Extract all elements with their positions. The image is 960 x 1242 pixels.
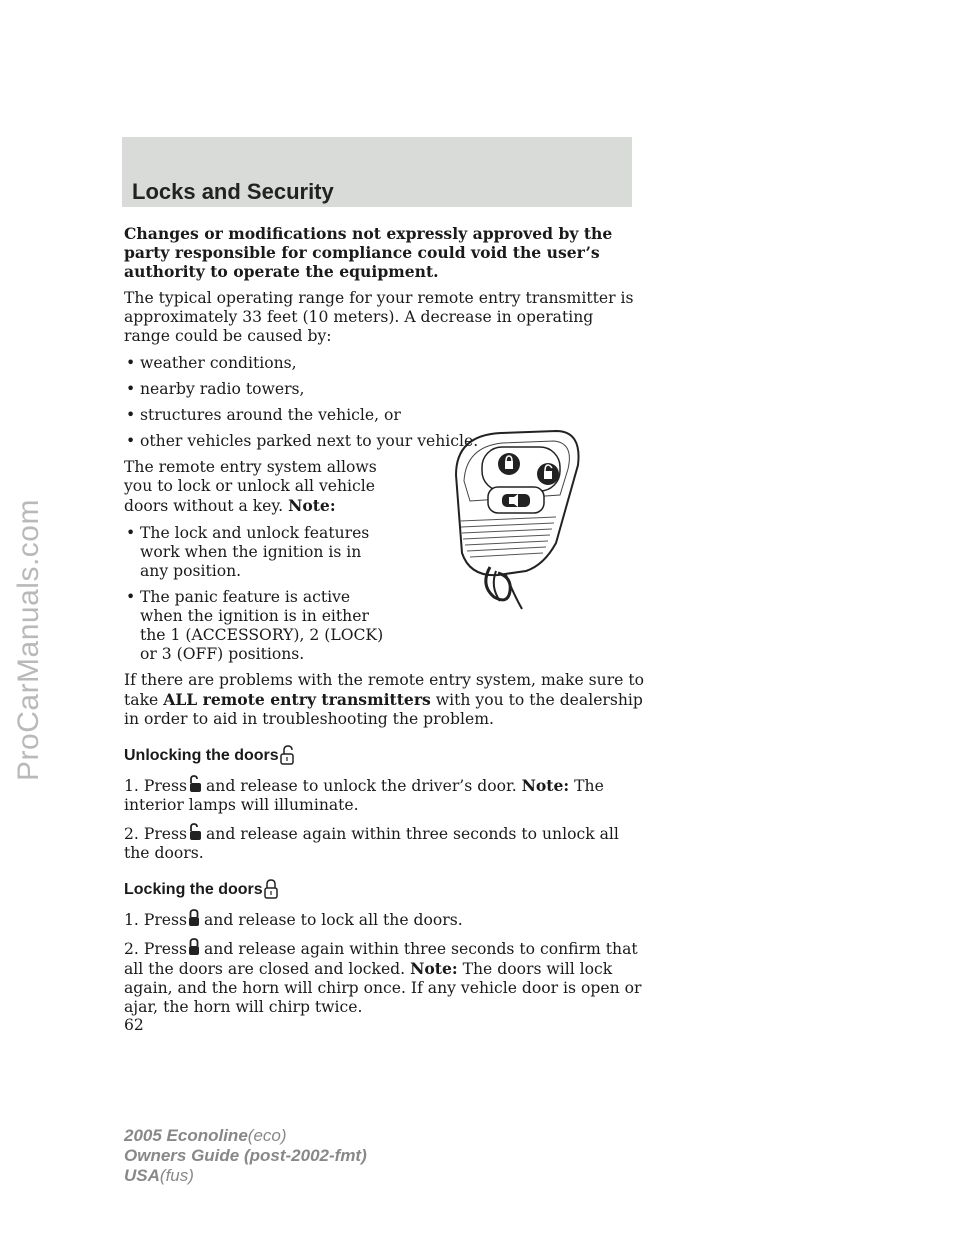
list-item: • The panic feature is active when the ignition is in either the 1 (ACCESSORY), 2 (LOCK) or 3 (OFF) positions. bbox=[124, 588, 394, 664]
locking-step-1: 1. Press and release to lock all the doors. bbox=[124, 911, 463, 929]
range-factors-list bbox=[124, 354, 644, 451]
lock-icon bbox=[188, 909, 200, 927]
system-text: The remote entry system allows you to lock or unlock all vehicle doors without a key. bbox=[124, 458, 377, 515]
watermark bbox=[4, 330, 54, 950]
range-paragraph: The typical operating range for your remote entry transmitter is approximately 33 feet (10 meters). A decrease in operating range could be caused by: bbox=[124, 289, 634, 345]
watermark-text: ProCarManuals.com bbox=[12, 499, 45, 781]
unlock-icon bbox=[188, 823, 202, 841]
system-paragraph bbox=[124, 458, 394, 516]
compliance-warning: Changes or modifications not expressly approved by the party responsible for compliance could void the user’s authority to operate the equipment. bbox=[124, 224, 613, 281]
unlocking-step-1: 1. Press and release to unlock the driver’s door. Note: The interior lamps will illuminate. bbox=[124, 776, 604, 814]
footer-line-3: USA(fus) bbox=[124, 1166, 194, 1185]
list-item: • weather conditions, bbox=[124, 354, 644, 373]
note-list bbox=[124, 524, 394, 664]
problems-bold: ALL remote entry transmitters bbox=[163, 690, 431, 709]
locking-step-2: 2. Press and release again within three seconds to confirm that all the doors are closed and locked. Note: The doors will lock again, and the horn will chirp once. If any vehicle door is open or ajar, the horn will chirp twice. bbox=[124, 940, 642, 1016]
list-item: • The lock and unlock features work when the ignition is in any position. bbox=[124, 524, 394, 581]
unlock-icon bbox=[188, 775, 202, 793]
list-item: • nearby radio towers, bbox=[124, 380, 644, 399]
section-title: Locks and Security bbox=[132, 179, 334, 204]
footer-line-2: Owners Guide (post-2002-fmt) bbox=[124, 1146, 367, 1165]
page-content bbox=[124, 224, 644, 1025]
note-label: Note: bbox=[288, 496, 336, 515]
unlocking-step-2: 2. Press and release again within three seconds to unlock all the doors. bbox=[124, 825, 619, 862]
problems-paragraph: If there are problems with the remote entry system, make sure to take ALL remote entry transmitters with you to the dealership in order to aid in troubleshooting the problem. bbox=[124, 671, 644, 728]
footer-line-1: 2005 Econoline(eco) bbox=[124, 1126, 287, 1145]
unlocking-heading: Unlocking the doors bbox=[124, 745, 644, 765]
document-footer bbox=[124, 1126, 367, 1186]
lock-icon bbox=[188, 938, 200, 956]
section-header bbox=[122, 137, 632, 207]
lock-outline-icon bbox=[264, 879, 278, 899]
page-number: 62 bbox=[124, 1016, 144, 1034]
locking-heading: Locking the doors bbox=[124, 879, 644, 899]
list-item: • structures around the vehicle, or bbox=[124, 406, 644, 425]
unlock-outline-icon bbox=[280, 745, 294, 765]
list-item: • other vehicles parked next to your vehicle. bbox=[124, 432, 644, 451]
